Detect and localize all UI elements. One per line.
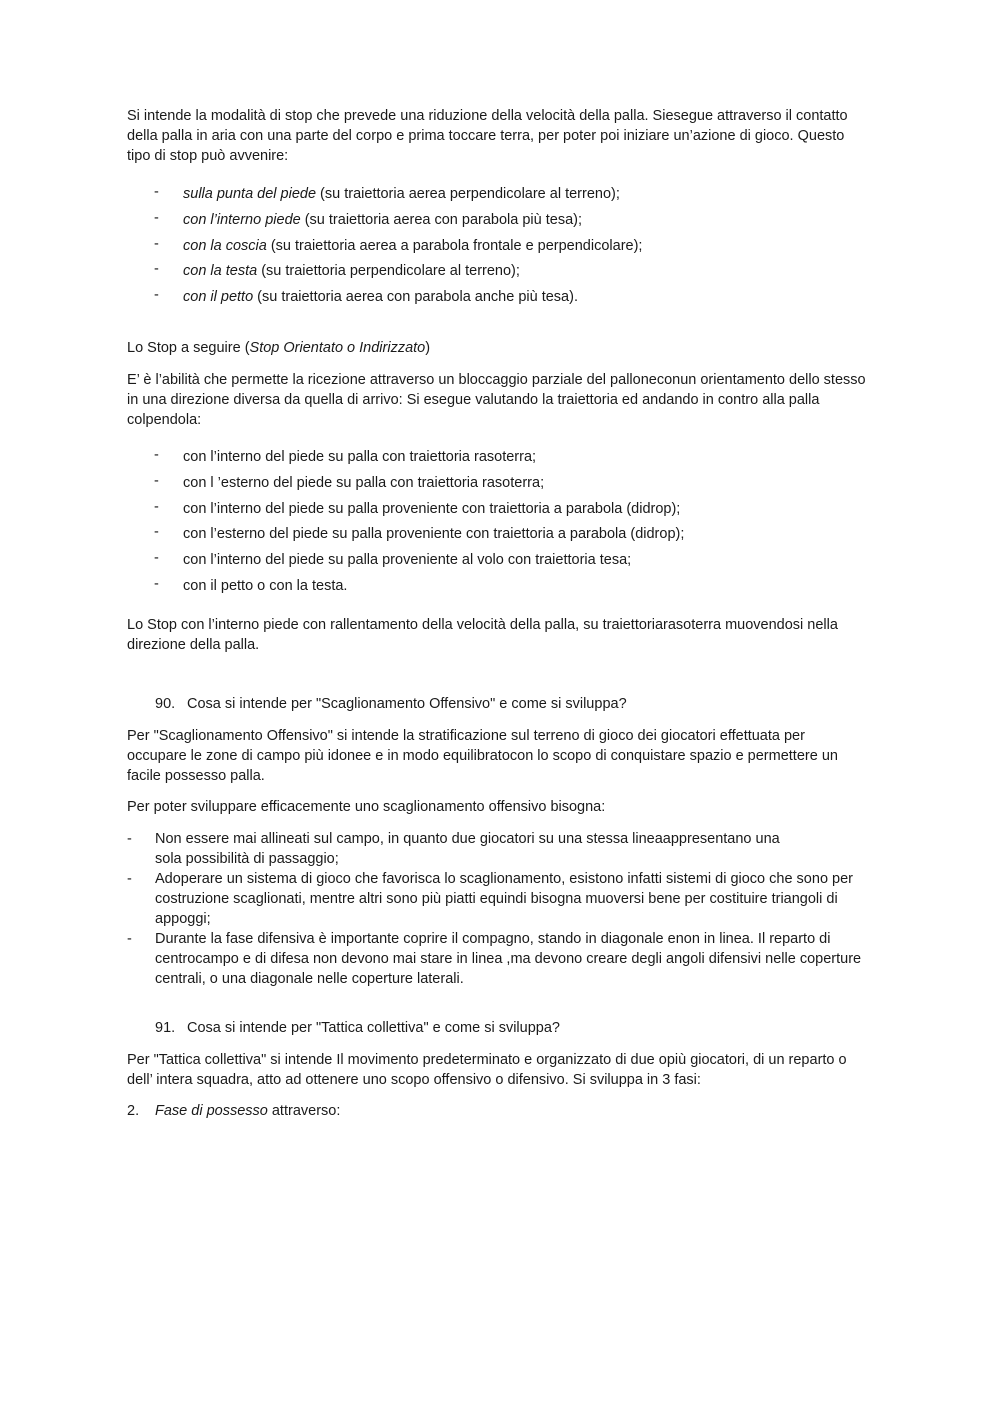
dash-bullet: - [154,184,159,200]
list-item: - con l’interno piede (su traiettoria aerea con parabola più tesa); [154,209,583,228]
stop-interno-paragraph: Lo Stop con l’interno piede con rallentamento della velocità della palla, su traiettoriarasoterra muovendosi nella direzione della palla. [127,617,838,653]
q91-paragraph: Per "Tattica collettiva" si intende Il movimento predeterminato e organizzato di due opiù giocatori, di un reparto o dell’ intera squadra, atto ad ottenere uno scopo offensivo o difensivo. Si sviluppa in 3 fasi: [127,1052,847,1088]
list-item: - con l’interno del piede su palla proveniente al volo con traiettoria tesa; [154,550,632,569]
dash-bullet: - [154,498,159,515]
intro-text: Si intende la modalità di stop che prevede una riduzione della velocità della palla. Siesegue attraverso il contatto della palla in aria con una parte del corpo e prima toccare terra, per poter poi iniziare un’azione di gioco. Questo tipo di stop può avvenire: [127,108,848,164]
list-item: - con l’interno del piede su palla proveniente con traiettoria a parabola (didrop); [154,498,681,517]
list-item: - sulla punta del piede (su traiettoria aerea perpendicolare al terreno); [154,184,620,202]
dash-bullet: - [154,261,159,278]
list-item: - con la coscia (su traiettoria aerea a parabola frontale e perpendicolare); [154,235,643,254]
list-item: - con l’interno del piede su palla con traiettoria rasoterra; [154,447,537,465]
question-number: 91. [155,1020,176,1036]
list-item: - con l’esterno del piede su palla proveniente con traiettoria a parabola (didrop); [154,524,685,543]
dash-bullet: - [154,524,159,541]
list-item: - con la testa (su traiettoria perpendicolare al terreno); [154,261,520,280]
question-90-heading [155,694,855,714]
stop-seguire-list [127,447,867,602]
section-title-stop-seguire: Lo Stop a seguire (Stop Orientato o Indirizzato) [127,340,431,356]
list-item: - con l ’esterno del piede su palla con traiettoria rasoterra; [154,472,545,491]
q90-paragraph-1: Per "Scaglionamento Offensivo" si intende la stratificazione sul terreno di gioco dei giocatori effettuata per occupare le zone di campo più idonee e in modo equilibratocon lo scopo di conquistare spazio e permettere un facile possesso palla. [127,728,838,784]
question-text: Cosa si intende per "Tattica collettiva" e come si sviluppa? [187,1020,560,1036]
question-text: Cosa si intende per "Scaglionamento Offensivo" e come si sviluppa? [187,696,627,712]
list-item: - Durante la fase difensiva è importante coprire il compagno, stando in diagonale enon in linea. Il reparto di centrocampo e di difesa non devono mai stare in linea ,ma devono creare degli angoli difensivi nelle coperture centrali, o una diagonale nelle coperture laterali. [127,931,862,987]
intro-paragraph [127,106,867,166]
item-number: 2. [127,1103,140,1119]
question-number: 90. [155,696,176,712]
q90-paragraph-2: Per poter sviluppare efficacemente uno scaglionamento offensivo bisogna: [127,799,606,815]
dash-bullet: - [154,447,159,463]
question-91-heading [155,1018,855,1038]
dash-bullet: - [127,931,132,947]
q90-list [127,829,867,989]
dash-bullet: - [154,472,159,489]
dash-bullet: - [154,287,159,304]
dash-bullet: - [154,550,159,567]
stop-seguire-paragraph: E’ è l’abilità che permette la ricezione attraverso un bloccaggio parziale del palloneconun orientamento dello stesso in una direzione diversa da quella di arrivo: Si esegue valutando la traiettoria ed andando in contro alla palla colpendola: [127,372,866,428]
dash-bullet: - [127,831,132,847]
dash-bullet: - [154,235,159,252]
list-item: - con il petto o con la testa. [154,575,348,594]
dash-bullet: - [154,209,159,226]
list-item: - con il petto (su traiettoria aerea con parabola anche più tesa). [154,287,578,306]
list-item: - Non essere mai allineati sul campo, in quanto due giocatori su una stessa lineaappresentano una sola possibilità di passaggio; [127,831,780,867]
dash-bullet: - [127,871,132,887]
dash-bullet: - [154,575,159,592]
stop-types-list [127,184,867,313]
list-item: - Adoperare un sistema di gioco che favorisca lo scaglionamento, esistono infatti sistemi di gioco che sono per costruzione scaglionati, mentre altri sono più piatti equindi bisogna muoversi bene per costituire triangoli di appoggi; [127,871,853,927]
q91-numbered-item: 2. Fase di possesso attraverso: [127,1103,341,1119]
